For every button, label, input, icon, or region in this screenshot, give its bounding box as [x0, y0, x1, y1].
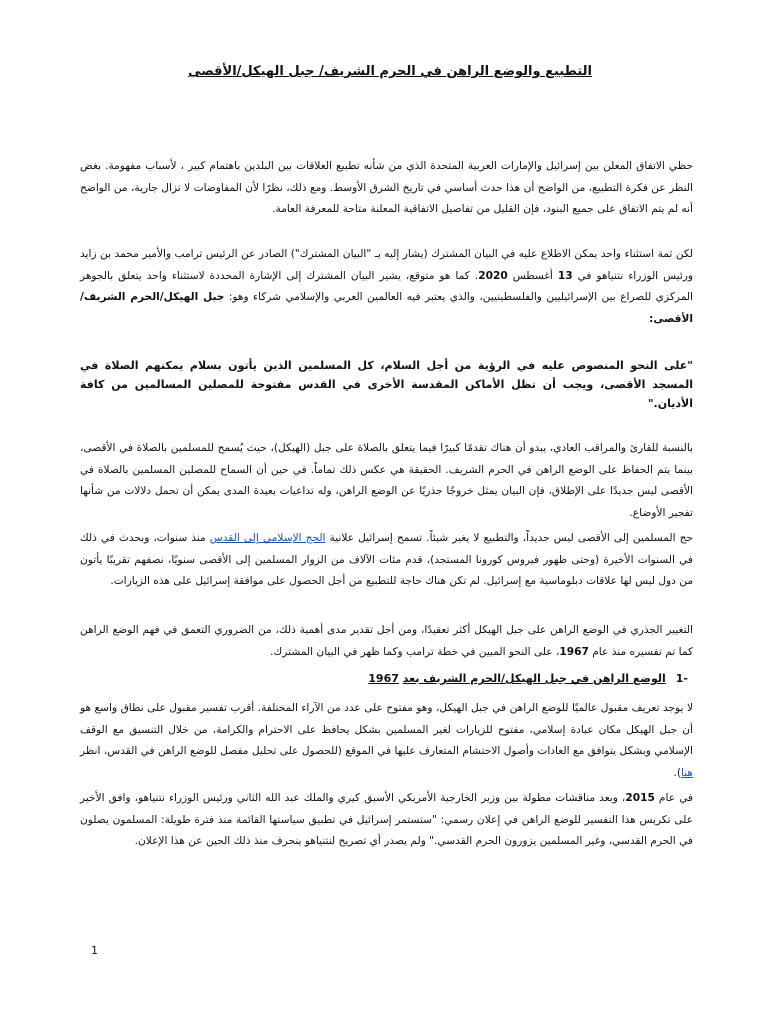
pilgrimage-link[interactable]: الحج الإسلامي إلى القدس	[209, 532, 326, 544]
status-quo-link[interactable]: هنا	[680, 766, 693, 779]
paragraph-2015-pre: في عام	[654, 792, 693, 804]
paragraph-2015-text: ، وبعد مناقشات مطولة بين وزير الخارجية الأمريكي الأسبق كيري والملك عبد الله الثاني ورئيس الوزراء نتنياهو، وافق الأخير على تكريس هذا التفسير للوضع الراهن في إعلان رسمي: "ستستمر إسرائيل في تطبيق سياستها القائمة منذ فترة طويلة: المسلمون يصلون في الحرم القدسي، وغير المسلمين يزورون الحرم القدسي." ولم يصدر أي تصريح لنتنياهو ينحرف منذ ذلك الحين عن هذا الإعلان.	[80, 792, 693, 847]
document-title: التطبيع والوضع الراهن في الحرم الشريف/ جبل الهيكل/الأقصى	[188, 64, 592, 79]
paragraph-observer-text: بالنسبة للقارئ والمراقب العادي، يبدو أن هناك تقدمًا كبيرًا فيما يتعلق بالصلاة على جبل (الهيكل)، حيث يُسمح للمسلمين بالصلاة في الأقصى، بينما يتم الحفاظ على الوضع الراهن في الحرم الشريف. الحقيقة هي عكس ذلك تماماً. في حين أن السماح للمصلين المسلمين بالصلاة في الأقصى ليس جديدًا على الإطلاق، فإن البيان يمثل خروجًا جذريًا عن الوضع الراهن، وله تداعيات بعيدة المدى يمكن أن تحمل دلالات من شأنها تفجير الأوضاع.	[80, 442, 693, 519]
section-heading-year: 1967	[368, 672, 399, 685]
year-1967: 1967	[559, 645, 589, 658]
paragraph-intro-text: حظي الاتفاق المعلن بين إسرائيل والإمارات العربية المتحدة الذي من شأنه تطبيع العلاقات بين البلدين باهتمام كبير ، لأسباب مفهومة. بغض النظر عن فكرة التطبيع، من الواضح أن هذا حدث أساسي في تاريخ الشرق الأوسط. ومع ذلك، نظرًا لأن المفاوضات لا تزال جارية، من الواضح أنه لم يتم الاتفاق على جميع البنود، فإن القليل من تفاصيل الاتفاقية المعلنة متاحة للمعرفة العامة.	[80, 160, 693, 215]
paragraph-joint-statement-text: لكن ثمة استثناء واحد يمكن الاطلاع عليه في البيان المشترك (يشار إليه بـ "البيان المشترك") الصادر عن الرئيس ترامب والأمير محمد بن زايد ورئيس الوزراء نتنياهو في	[80, 248, 694, 282]
paragraph-joint-statement	[80, 244, 693, 330]
paragraph-pilgrimage	[80, 528, 693, 593]
paragraph-radical-change	[80, 620, 693, 663]
paragraph-observer	[80, 438, 693, 524]
joint-statement-quote: "على النحو المنصوص عليه في الرؤية من أجل السلام، كل المسلمين الذين يأتون بسلام يمكنهم الصلاة في المسجد الأقصى، ويجب أن تظل الأماكن المقدسة الأخرى في القدس مفتوحة للمصلين المسالمين من كافة الأديان."	[80, 359, 693, 410]
page-number: 1	[91, 944, 98, 957]
paragraph-status-quo	[80, 698, 693, 784]
temple-mount-label: جبل الهيكل/الحرم الشريف/الأقصى:	[80, 291, 693, 325]
paragraph-radical-change-cont: ، على النحو المبين في خطة ترامب وكما ظهر في البيان المشترك.	[270, 645, 560, 658]
date-day: 13	[557, 269, 573, 282]
paragraph-pilgrimage-text: حج المسلمين إلى الأقصى ليس جديداً، والتطبيع لا يغير شيئاً. تسمح إسرائيل علانية	[325, 532, 693, 544]
paragraph-intro	[80, 156, 693, 221]
date-month: أغسطس	[507, 269, 558, 282]
section-heading	[80, 672, 688, 685]
paragraph-2015	[80, 788, 693, 853]
paragraph-radical-change-text: التغيير الجذري في الوضع الراهن على جبل الهيكل أكثر تعقيدًا، ومن أجل تقدير مدى أهمية ذلك، من الضروري التعمق في فهم الوضع الراهن كما تم تفسيره منذ عام	[80, 624, 693, 658]
paragraph-status-quo-text: لا يوجد تعريف مقبول عالميًا للوضع الراهن في جبل الهيكل، وهو مفتوح على عدد من الآراء المختلفة. أقرب تفسير مقبول على نطاق واسع هو أن جبل الهيكل مكان عبادة إسلامي، مفتوح للزيارات لغير المسلمين بشكل يحافظ على الاحترام والكرامة، من خلال التنسيق مع الوقف الإسلامي وبشكل يتوافق مع العادات وأصول الاحتشام المتعارف عليها في الموقع (للحصول على تحليل مفصل للوضع الراهن في القدس، انظر	[80, 702, 693, 757]
date-year: 2020	[478, 269, 508, 282]
section-heading-text: الوضع الراهن في جبل الهيكل/الحرم الشريف بعد	[402, 672, 666, 685]
paragraph-status-quo-end: ).	[673, 766, 681, 779]
paragraph-joint-statement-cont: . كما هو متوقع، يشير البيان المشترك إلى الإشارة المحددة لاستثناء واحد يتعلق بالجوهر المركزي للصراع بين الإسرائيليين والفلسطينيين، والذي يعتبر فيه العالمين العربي والإسلامي شركاء وهو:	[80, 269, 693, 303]
paragraph-pilgrimage-cont: منذ سنوات، وبحدث في ذلك في السنوات الأخيرة (وحتى ظهور فيروس كورونا المستجد)، قدم مئات الآلاف من الزوار المسلمين إلى الأقصى سنويًا، نصفهم تقريبًا يأتون من دول ليس لها علاقات دبلوماسية مع إسرائيل. لم تكن هناك حاجة للتطبيع من أجل الحصول على موافقة إسرائيل على هذه الزيارات.	[80, 532, 693, 587]
section-number: -1	[675, 672, 688, 685]
year-2015: 2015	[625, 792, 655, 804]
